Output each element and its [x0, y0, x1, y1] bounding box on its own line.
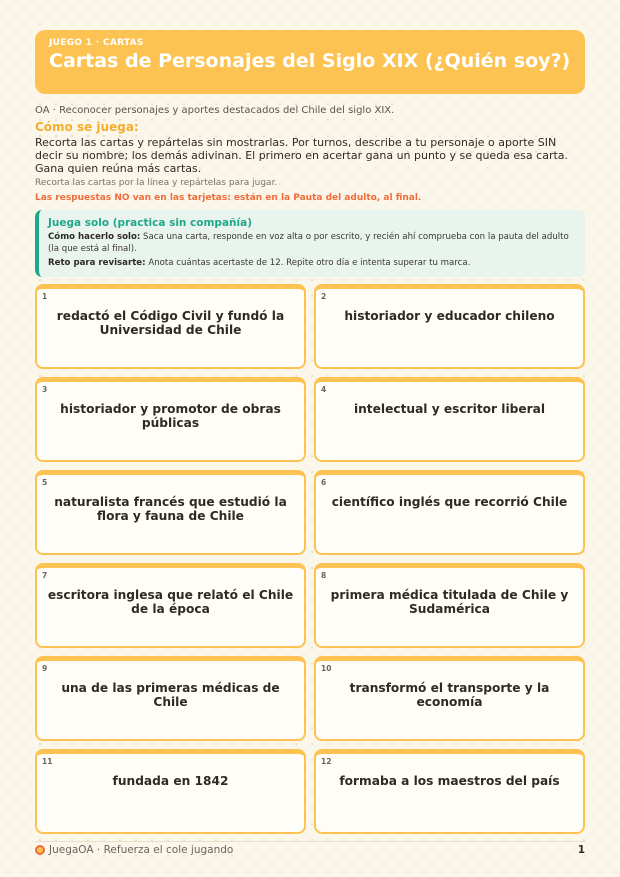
card-number: 12 [321, 756, 332, 766]
card[interactable] [35, 377, 306, 462]
solo-challenge-label: Reto para revisarte: [48, 258, 146, 268]
card-number: 6 [321, 477, 327, 487]
page-title: Cartas de Personajes del Siglo XIX (¿Quién soy?) [49, 50, 571, 72]
card[interactable] [314, 284, 585, 369]
card-number: 3 [42, 384, 48, 394]
card[interactable] [314, 563, 585, 648]
header-banner [35, 30, 585, 94]
solo-title: Juega solo (practica sin compañía) [48, 217, 252, 229]
card-number: 10 [321, 663, 332, 673]
solo-challenge-text: Anota cuántas acertaste de 12. Repite otro día e intenta superar tu marca. [148, 258, 471, 268]
card[interactable] [35, 284, 306, 369]
solo-how-text: Saca una carta, responde en voz alta o por escrito, y recién ahí comprueba con la pauta del adulto (la que está al final). [48, 232, 569, 254]
card-text: fundada en 1842 [112, 773, 229, 788]
card-text: redactó el Código Civil y fundó la Universidad de Chile [56, 308, 285, 337]
card[interactable] [35, 470, 306, 555]
page-number: 1 [577, 844, 585, 856]
card-text: naturalista francés que estudió la flora y fauna de Chile [54, 494, 287, 523]
card-text: una de las primeras médicas de Chile [61, 680, 280, 709]
card-text: historiador y promotor de obras públicas [60, 401, 281, 430]
card-text: escritora inglesa que relató el Chile de la época [47, 587, 294, 616]
worksheet-page [35, 30, 585, 834]
answers-warning: Las respuestas NO van en las tarjetas: están en la Pauta del adulto, al final. [35, 193, 422, 203]
card-number: 11 [42, 756, 53, 766]
solo-play-box [35, 210, 585, 277]
solo-how-label: Cómo hacerlo solo: [48, 232, 141, 242]
card[interactable] [314, 470, 585, 555]
card-text: transformó el transporte y la economía [349, 680, 550, 709]
card-grid [35, 284, 585, 834]
card-number: 7 [42, 570, 48, 580]
card-number: 8 [321, 570, 327, 580]
card-number: 9 [42, 663, 48, 673]
card-number: 4 [321, 384, 327, 394]
game-kicker: JUEGO 1 · CARTAS [49, 38, 144, 48]
card-text: historiador y educador chileno [344, 308, 555, 323]
card-text: intelectual y escritor liberal [353, 401, 546, 416]
how-to-play-heading: Cómo se juega: [35, 120, 139, 134]
card[interactable] [314, 749, 585, 834]
card[interactable] [35, 563, 306, 648]
card-number: 5 [42, 477, 48, 487]
learning-objective: OA · Reconocer personajes y aportes destacados del Chile del siglo XIX. [35, 105, 395, 116]
card[interactable] [35, 749, 306, 834]
solo-challenge-line [48, 258, 575, 270]
card-text: científico inglés que recorrió Chile [331, 494, 568, 509]
card-number: 2 [321, 291, 327, 301]
solo-how-line [48, 232, 575, 255]
footer [35, 841, 585, 856]
card[interactable] [314, 377, 585, 462]
rules-text: Recorta las cartas y repártelas sin mostrarlas. Por turnos, describe a tu personaje o aporte SIN decir su nombre; los demás adivinan. El primero en acertar gana un punto y se queda esa carta. Gana quien reúna más cartas. [35, 136, 569, 175]
card-number: 1 [42, 291, 48, 301]
footer-brand: JuegaOA · Refuerza el cole jugando [49, 844, 234, 856]
card[interactable] [314, 656, 585, 741]
target-logo-icon [35, 845, 45, 855]
card[interactable] [35, 656, 306, 741]
cut-note: Recorta las cartas por la línea y repártelas para jugar. [35, 178, 278, 188]
card-text: formaba a los maestros del país [339, 773, 560, 788]
card-text: primera médica titulada de Chile y Sudamérica [330, 587, 569, 616]
